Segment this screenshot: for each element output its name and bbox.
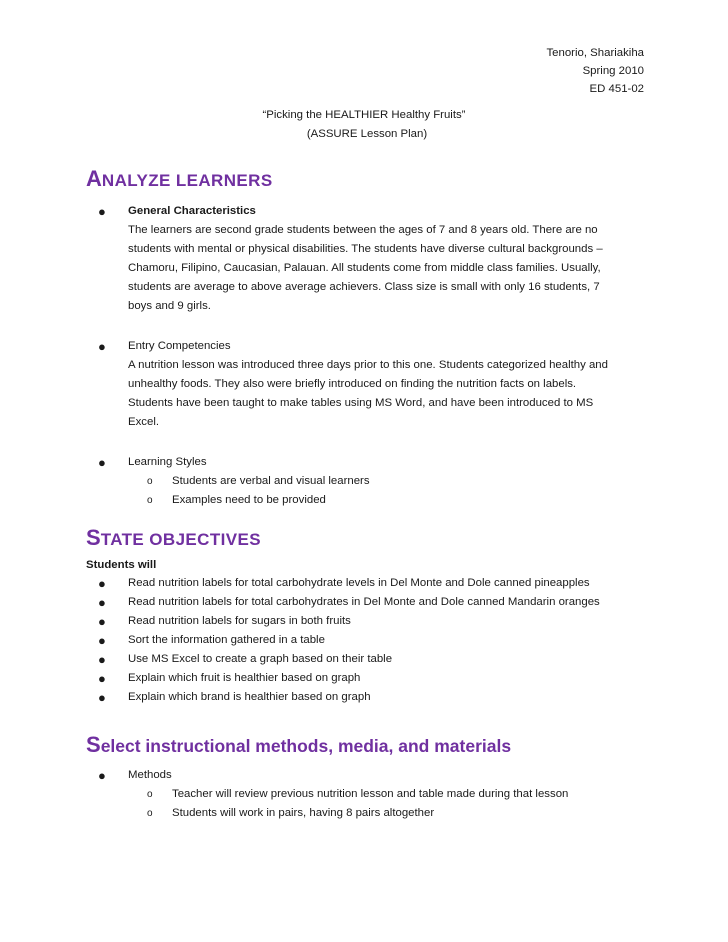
title-line-1: “Picking the HEALTHIER Healthy Fruits” [262, 109, 466, 121]
heading-initial: S [86, 732, 101, 757]
entry-line: A nutrition lesson was introduced three days prior to this one. Students categorized healthy and [128, 359, 608, 371]
sub-bullet-icon: o [147, 476, 153, 487]
heading-rest: NALYZE LEARNERS [101, 171, 273, 190]
bullet-icon: ● [98, 204, 106, 219]
list-item-general [86, 202, 646, 316]
entry-label: Entry Competencies [128, 340, 231, 352]
methods-list [86, 766, 646, 823]
list-item [86, 593, 646, 612]
analyze-list [86, 202, 646, 510]
objective-text: Read nutrition labels for total carbohydrate levels in Del Monte and Dole canned pineapples [128, 577, 590, 589]
list-item [86, 574, 646, 593]
general-line: The learners are second grade students between the ages of 7 and 8 years old. There are no [128, 224, 598, 236]
general-line: Chamoru, Filipino, Caucasian, Palauan. All students come from middle class families. Usually, [128, 262, 601, 274]
sub-item [86, 491, 646, 510]
bullet-icon: ● [98, 652, 106, 667]
course-code: ED 451-02 [589, 83, 644, 95]
sub-item [86, 804, 646, 823]
objective-text: Read nutrition labels for sugars in both fruits [128, 615, 351, 627]
entry-line: Excel. [128, 416, 160, 428]
list-item-methods [86, 766, 646, 785]
entry-line: unhealthy foods. They also were briefly introduced on finding the nutrition facts on labels. [128, 378, 577, 390]
bullet-icon: ● [98, 455, 106, 470]
title-line-2: (ASSURE Lesson Plan) [306, 128, 428, 140]
heading-state-objectives [86, 525, 261, 551]
heading-initial: A [86, 166, 102, 191]
bullet-icon: ● [98, 339, 106, 354]
general-line: students with mental or physical disabilities. The students have diverse cultural backgrounds – [128, 243, 603, 255]
sub-item-text: Students are verbal and visual learners [172, 475, 370, 487]
general-line: boys and 9 girls. [128, 300, 211, 312]
bullet-icon: ● [98, 614, 106, 629]
document-title [0, 106, 728, 144]
sub-item-text: Students will work in pairs, having 8 pairs altogether [172, 807, 435, 819]
bullet-icon: ● [98, 576, 106, 591]
sub-bullet-icon: o [147, 808, 153, 819]
sub-item-text: Teacher will review previous nutrition lesson and table made during that lesson [172, 788, 569, 800]
heading-rest: TATE OBJECTIVES [100, 530, 261, 549]
objective-text: Read nutrition labels for total carbohydrates in Del Monte and Dole canned Mandarin oranges [128, 596, 600, 608]
heading-select-methods [86, 732, 511, 758]
list-item [86, 631, 646, 650]
bullet-icon: ● [98, 690, 106, 705]
bullet-icon: ● [98, 595, 106, 610]
heading-analyze-learners [86, 166, 273, 192]
heading-initial: S [86, 525, 101, 550]
sub-item [86, 785, 646, 804]
objective-text: Explain which fruit is healthier based on graph [128, 672, 361, 684]
objectives-intro: Students will [86, 559, 157, 571]
term: Spring 2010 [582, 65, 644, 77]
list-item [86, 650, 646, 669]
methods-label: Methods [128, 769, 172, 781]
list-item-styles [86, 453, 646, 472]
bullet-icon: ● [98, 633, 106, 648]
objective-text: Use MS Excel to create a graph based on their table [128, 653, 393, 665]
sub-bullet-icon: o [147, 495, 153, 506]
objective-text: Explain which brand is healthier based on graph [128, 691, 371, 703]
styles-label: Learning Styles [128, 456, 207, 468]
objective-text: Sort the information gathered in a table [128, 634, 325, 646]
bullet-icon: ● [98, 768, 106, 783]
sub-bullet-icon: o [147, 789, 153, 800]
list-item [86, 688, 646, 707]
sub-item [86, 472, 646, 491]
author-name: Tenorio, Shariakiha [546, 47, 644, 59]
list-item [86, 612, 646, 631]
bullet-icon: ● [98, 671, 106, 686]
objectives-list [86, 574, 646, 707]
sub-item-text: Examples need to be provided [172, 494, 326, 506]
list-item [86, 669, 646, 688]
general-line: students are average to above average achievers. Class size is small with only 16 students, 7 [128, 281, 600, 293]
entry-line: Students have been taught to make tables using MS Word, and have been introduced to MS [128, 397, 594, 409]
author-header [546, 44, 644, 98]
general-label: General Characteristics [128, 205, 256, 217]
heading-rest: elect instructional methods, media, and materials [100, 736, 512, 756]
list-item-entry [86, 337, 646, 432]
